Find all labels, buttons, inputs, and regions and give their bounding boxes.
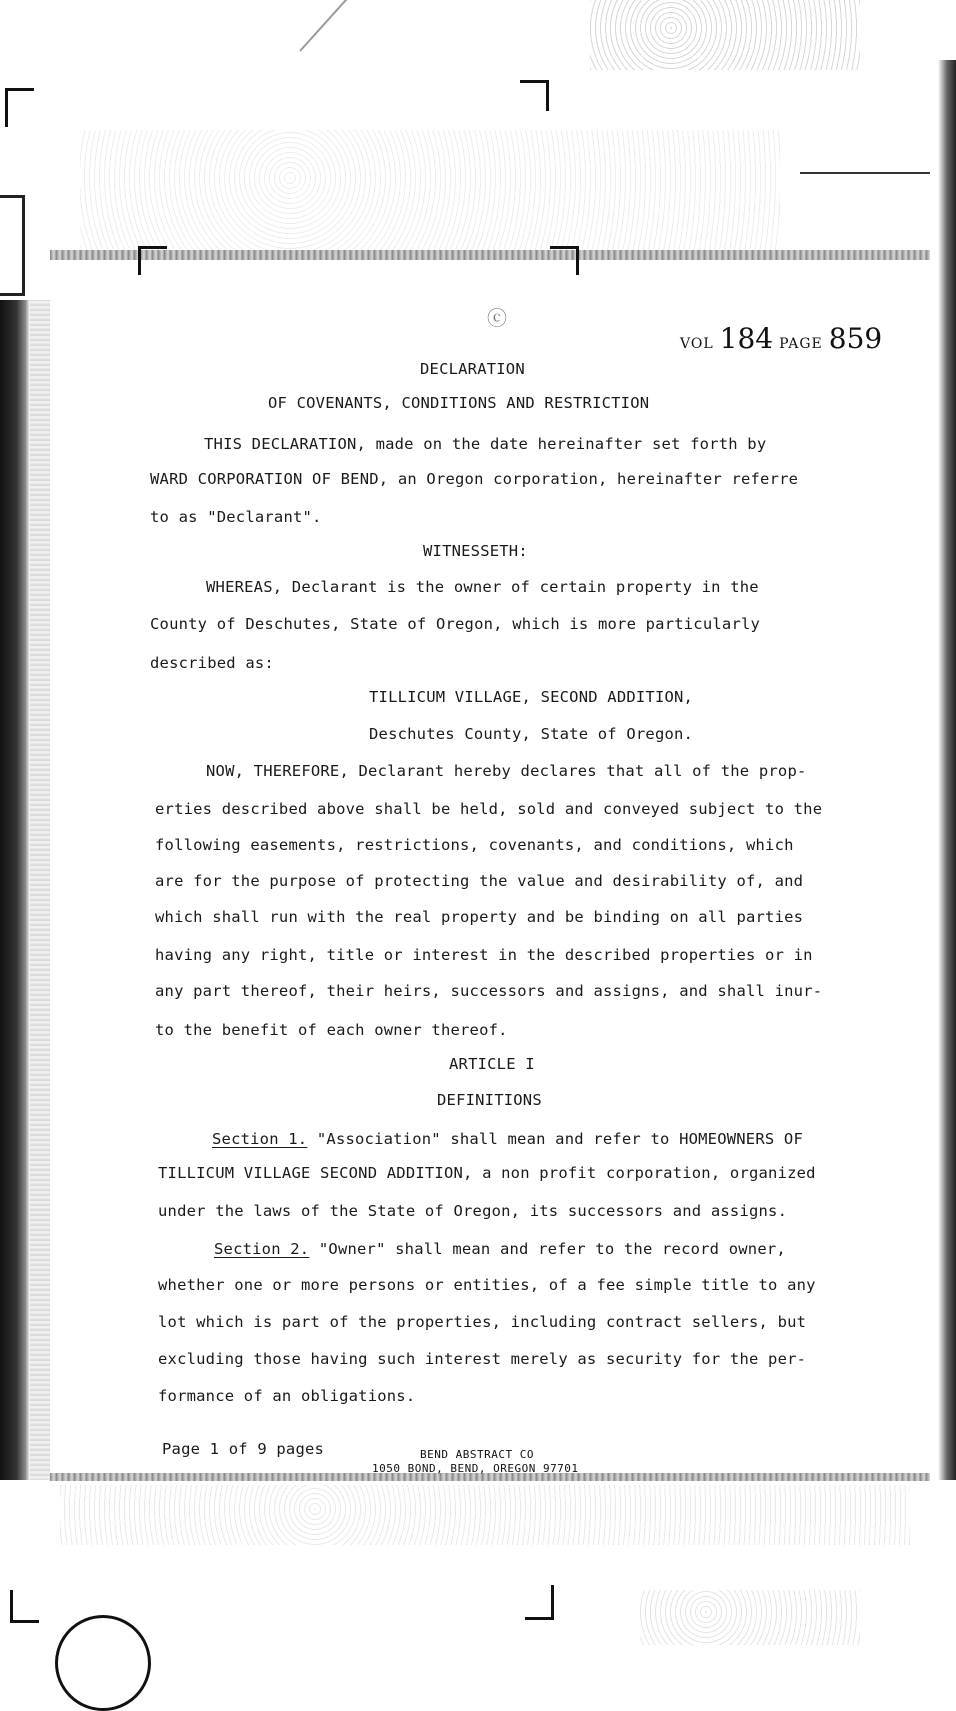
whereas-line-3: described as: bbox=[150, 654, 274, 672]
section-2-line-4: excluding those having such interest merely as security for the per- bbox=[158, 1350, 807, 1368]
scan-left-edge bbox=[0, 300, 30, 1480]
page-count: Page 1 of 9 pages bbox=[162, 1440, 325, 1458]
stamp-mark: ⓒ bbox=[487, 306, 507, 330]
section-1-line-1-text: "Association" shall mean and refer to HOMEOWNERS OF bbox=[316, 1130, 803, 1148]
scan-dash-line bbox=[800, 172, 930, 174]
page-label: PAGE bbox=[779, 336, 823, 352]
intro-line-3: to as "Declarant". bbox=[150, 508, 322, 526]
now-therefore-line-4: are for the purpose of protecting the value and desirability of, and bbox=[155, 872, 804, 890]
intro-line-1: THIS DECLARATION, made on the date hereinafter set forth by bbox=[204, 435, 767, 453]
scan-top-band bbox=[50, 250, 930, 260]
whereas-line-1: WHEREAS, Declarant is the owner of certain property in the bbox=[206, 578, 759, 596]
scan-diagonal-mark bbox=[299, 0, 387, 52]
intro-line-2: WARD CORPORATION OF BEND, an Oregon corporation, hereinafter referre bbox=[150, 470, 799, 488]
abstract-company-name: BEND ABSTRACT CO bbox=[420, 1448, 534, 1461]
property-line-1: TILLICUM VILLAGE, SECOND ADDITION, bbox=[369, 688, 694, 706]
scan-speckle-lower bbox=[60, 1485, 910, 1545]
crop-mark-mid-left bbox=[138, 246, 167, 275]
abstract-company-address: 1050 BOND, BEND, OREGON 97701 bbox=[372, 1462, 579, 1475]
section-2-line-1 bbox=[214, 1240, 786, 1258]
property-line-2: Deschutes County, State of Oregon. bbox=[369, 725, 694, 743]
section-1-line-3: under the laws of the State of Oregon, its successors and assigns. bbox=[158, 1202, 788, 1220]
title-covenants: OF COVENANTS, CONDITIONS AND RESTRICTION bbox=[268, 394, 650, 412]
scan-binder-tab bbox=[0, 195, 25, 296]
now-therefore-line-1: NOW, THEREFORE, Declarant hereby declares that all of the prop- bbox=[206, 762, 807, 780]
now-therefore-line-2: erties described above shall be held, sold and conveyed subject to the bbox=[155, 800, 823, 818]
page-number: 859 bbox=[828, 322, 883, 355]
crop-mark-top-left bbox=[5, 88, 34, 127]
now-therefore-line-6: having any right, title or interest in the described properties or in bbox=[155, 946, 813, 964]
vol-number: 184 bbox=[719, 322, 774, 355]
section-2-line-2: whether one or more persons or entities, of a fee simple title to any bbox=[158, 1276, 816, 1294]
volume-page-stamp bbox=[680, 322, 888, 355]
section-1-label: Section 1. bbox=[212, 1130, 308, 1148]
vol-label: VOL bbox=[680, 336, 714, 352]
section-1-line-1 bbox=[212, 1130, 803, 1148]
now-therefore-line-8: to the benefit of each owner thereof. bbox=[155, 1021, 508, 1039]
section-2-label: Section 2. bbox=[214, 1240, 310, 1258]
scan-right-edge bbox=[938, 60, 956, 1480]
article-number: ARTICLE I bbox=[449, 1055, 535, 1073]
scan-speckle-upper bbox=[80, 130, 780, 250]
section-1-line-2: TILLICUM VILLAGE SECOND ADDITION, a non profit corporation, organized bbox=[158, 1164, 816, 1182]
now-therefore-line-5: which shall run with the real property and be binding on all parties bbox=[155, 908, 804, 926]
section-2-line-5: formance of an obligations. bbox=[158, 1387, 416, 1405]
section-2-line-1-text: "Owner" shall mean and refer to the record owner, bbox=[318, 1240, 786, 1258]
crop-mark-top-right bbox=[520, 80, 549, 111]
crop-mark-mid-right bbox=[550, 246, 579, 275]
crop-mark-bottom-right bbox=[525, 1585, 554, 1620]
crop-mark-bottom-left bbox=[10, 1590, 39, 1623]
article-heading: DEFINITIONS bbox=[437, 1091, 542, 1109]
scan-circle-mark bbox=[55, 1615, 151, 1711]
now-therefore-line-7: any part thereof, their heirs, successors and assigns, and shall inur- bbox=[155, 982, 823, 1000]
title-declaration: DECLARATION bbox=[420, 360, 525, 378]
now-therefore-line-3: following easements, restrictions, covenants, and conditions, which bbox=[155, 836, 794, 854]
scan-left-edge-texture bbox=[30, 300, 50, 1480]
scan-speckle-bottom bbox=[640, 1590, 860, 1645]
whereas-line-2: County of Deschutes, State of Oregon, which is more particularly bbox=[150, 615, 761, 633]
witnesseth-heading: WITNESSETH: bbox=[423, 542, 528, 560]
scan-speckle-top bbox=[590, 0, 860, 70]
section-2-line-3: lot which is part of the properties, including contract sellers, but bbox=[158, 1313, 807, 1331]
